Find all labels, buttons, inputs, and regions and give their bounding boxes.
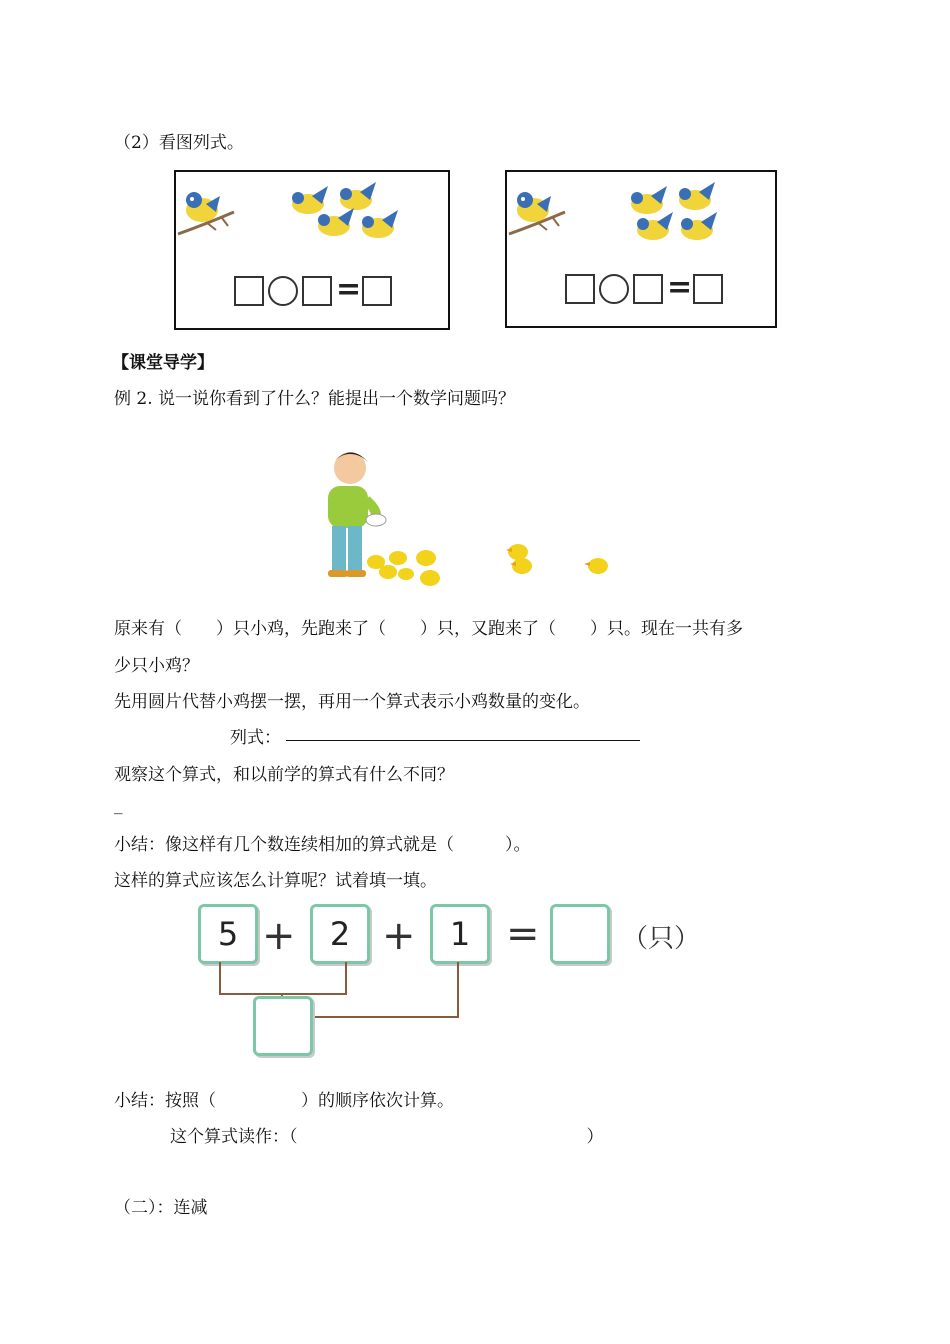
example-prompt: 例 2. 说一说你看到了什么？能提出一个数学问题吗？ (114, 389, 516, 409)
boy-feeding-chicks-illustration (300, 440, 640, 590)
equals-sign: = (336, 272, 362, 307)
connector-line (312, 1016, 459, 1018)
answer-box[interactable] (302, 276, 332, 306)
read-as-prompt: 这个算式读作：（ ） (170, 1127, 604, 1147)
question-line-2: 少只小鸡？ (114, 656, 199, 676)
equals-sign: = (667, 270, 693, 305)
plus-sign: + (262, 913, 296, 959)
formula-answer-line[interactable] (286, 722, 640, 741)
try-fill-prompt: 这样的算式应该怎么计算呢？试着填一填。 (114, 871, 437, 891)
operator-circle[interactable] (599, 274, 629, 304)
section-title-look-and-write: （2）看图列式。 (114, 133, 244, 153)
answer-box[interactable] (565, 274, 595, 304)
connector-line (219, 962, 221, 994)
plus-sign: + (382, 913, 416, 959)
result-answer-box[interactable] (550, 904, 610, 964)
number-box-1: 1 (430, 904, 490, 964)
answer-dash[interactable]: _ (114, 795, 123, 815)
picture-panel-1 (174, 170, 450, 330)
summary-consecutive-addition: 小结：像这样有几个数连续相加的算式就是（ ）。 (114, 835, 531, 855)
equals-sign: = (506, 911, 540, 957)
number-box-2: 2 (310, 904, 370, 964)
answer-box[interactable] (234, 276, 264, 306)
formula-label: 列式： (230, 728, 281, 748)
answer-box[interactable] (633, 274, 663, 304)
unit-label: （只） (622, 924, 701, 954)
observe-question: 观察这个算式，和以前学的算式有什么不同？ (114, 765, 454, 785)
section-header-classroom-guide: 【课堂导学】 (112, 353, 214, 373)
answer-box[interactable] (693, 274, 723, 304)
connector-line (457, 962, 459, 1018)
picture-panel-2 (505, 170, 777, 328)
instruction-text: 先用圆片代替小鸡摆一摆，再用一个算式表示小鸡数量的变化。 (114, 692, 590, 712)
operator-circle[interactable] (268, 276, 298, 306)
summary-calc-order: 小结：按照（ ）的顺序依次计算。 (114, 1091, 454, 1111)
section-title-consecutive-subtraction: （二）：连减 (114, 1198, 208, 1218)
intermediate-answer-box[interactable] (253, 996, 313, 1056)
question-line-1: 原来有（ ）只小鸡，先跑来了（ ）只，又跑来了（ ）只。现在一共有多 (114, 619, 743, 639)
number-box-5: 5 (198, 904, 258, 964)
answer-box[interactable] (362, 276, 392, 306)
connector-line (219, 993, 347, 995)
connector-line (345, 962, 347, 994)
